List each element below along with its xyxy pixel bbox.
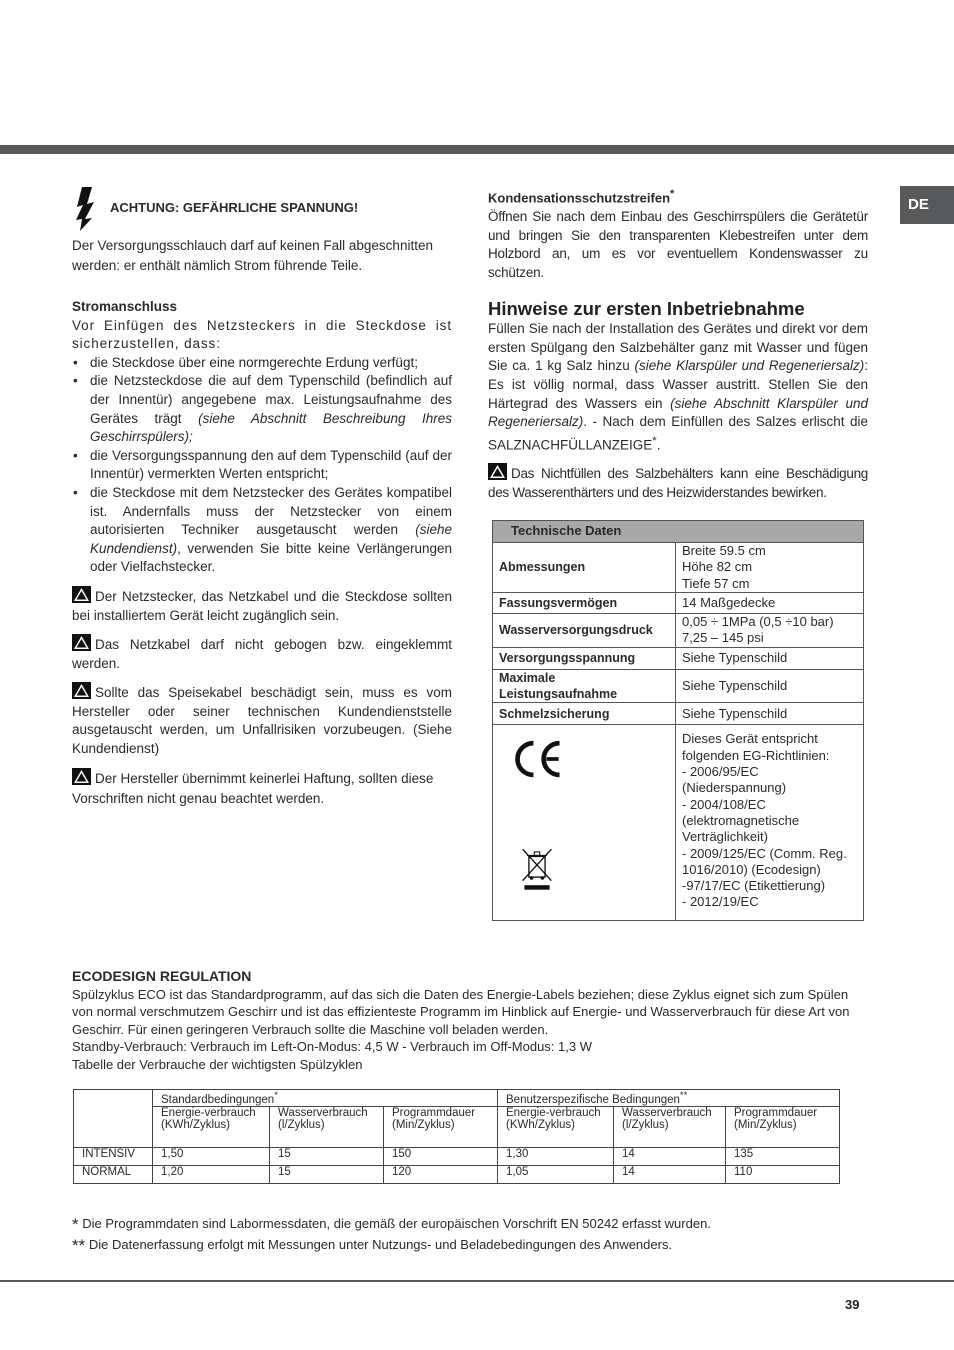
- bullet-text: die Versorgungsspannung den auf dem Typenschild (auf der Innentür) vermerkten Werten entspricht;: [90, 447, 452, 482]
- empty-cell: [74, 1090, 153, 1148]
- ecodesign-section: [72, 968, 872, 1073]
- hinweise-reference: (siehe Klarspüler und Regeneriersalz): [634, 358, 865, 374]
- table-row: [493, 703, 864, 725]
- cell: 14: [614, 1165, 726, 1183]
- row-label: Versorgungsspannung: [493, 647, 676, 669]
- value-line: 7,25 – 145 psi: [682, 630, 764, 646]
- table-header-row: [493, 521, 864, 543]
- table-row: [493, 592, 864, 613]
- value-line: Breite 59.5 cm: [682, 543, 766, 558]
- cell: 1,05: [498, 1165, 614, 1183]
- footnote-text: Die Datenerfassung erfolgt mit Messungen unter Nutzungs- und Beladebedingungen des Anwenders.: [88, 1237, 673, 1252]
- warning-triangle-icon: [488, 463, 507, 480]
- table-column-header: [74, 1106, 840, 1147]
- ce-text-cell: [676, 725, 864, 921]
- warning-title: ACHTUNG: GEFÄHRLICHE SPANNUNG!: [110, 199, 359, 215]
- row-label: Schmelzsicherung: [493, 703, 676, 725]
- value-line: 0,05 ÷ 1MPa (0,5 ÷10 bar): [682, 614, 834, 630]
- list-item: [72, 372, 452, 446]
- footnote-2: [72, 1235, 711, 1256]
- hinweise-text: [488, 320, 868, 455]
- footnotes: [72, 1214, 711, 1256]
- row-label: Fassungsvermögen: [493, 592, 676, 613]
- table-row: [493, 647, 864, 669]
- row-name: INTENSIV: [74, 1147, 153, 1165]
- column-header: Wasserverbrauch (l/Zyklus): [270, 1106, 384, 1147]
- warning-triangle-icon: [72, 768, 91, 785]
- hinweise-part: : Es ist völlig normal, dass Wasser austritt. Stellen Sie den Härtegrad des Wassers ein: [488, 358, 868, 411]
- ce-line: Dieses Gerät entspricht: [682, 731, 818, 747]
- lightning-bolt-icon: [72, 185, 102, 231]
- cell: 1,20: [153, 1165, 270, 1183]
- row-label: Abmessungen: [493, 543, 676, 593]
- note-text: Das Netzkabel darf nicht gebogen bzw. eingeklemmt werden.: [72, 637, 452, 671]
- bullet-reference: (siehe Kundendienst): [90, 522, 452, 556]
- footnote-mark: *: [652, 434, 657, 447]
- ce-line: -97/17/EC (Etikettierung): [682, 878, 826, 894]
- footnote-mark: **: [72, 1236, 86, 1255]
- cell: 135: [726, 1147, 840, 1165]
- note-paragraph: [72, 682, 452, 758]
- table-row: [493, 613, 864, 647]
- warning-triangle-icon: [72, 634, 91, 651]
- symbols-cell: [493, 725, 676, 921]
- cell: 1,50: [153, 1147, 270, 1165]
- table-row: [493, 543, 864, 593]
- row-label: Wasserversorgungsdruck: [493, 613, 676, 647]
- value-line: Tiefe 57 cm: [682, 575, 750, 591]
- hinweise-part: Füllen Sie nach der Installation des Gerätes und direkt vor dem ersten Spülgang den Salzbehälter ganz mit Wasser und fügen Sie ca. 1 kg Salz hinzu: [488, 321, 868, 374]
- table-row: [74, 1147, 840, 1165]
- hinweise-title: Hinweise zur ersten Inbetriebnahme: [488, 298, 805, 320]
- kond-title-text: Kondensationsschutzstreifen: [488, 190, 671, 206]
- cell: 120: [384, 1165, 498, 1183]
- row-value: Siehe Typenschild: [676, 703, 864, 725]
- ce-line: (elektromagnetische: [682, 812, 800, 828]
- salz-warning: [488, 463, 868, 502]
- note-text: Sollte das Speisekabel beschädigt sein, muss es vom Hersteller oder seiner technischen Kundendienststelle ausgetauscht werden, um Unfallrisiken vorzubeugen. (Siehe Kundendienst): [72, 685, 452, 757]
- ce-line: Verträglichkeit): [682, 829, 768, 845]
- column-header: Programmdauer (Min/Zyklus): [726, 1106, 840, 1147]
- footnote-mark: **: [679, 1090, 688, 1101]
- table-title: Technische Daten: [493, 521, 864, 543]
- hinweise-part: .: [656, 437, 661, 453]
- bullet-reference: (siehe Abschnitt Beschreibung Ihres Geschirrspülers);: [90, 410, 452, 445]
- footnote-1: [72, 1214, 711, 1235]
- hinweise-reference: (siehe Abschnitt Klarspüler und Regeneriersalz): [488, 395, 868, 430]
- row-label: Maximale Leistungsaufnahme: [493, 669, 676, 703]
- group-user: [498, 1090, 840, 1107]
- group-label: Standardbedingungen: [161, 1093, 275, 1106]
- row-value: Siehe Typenschild: [676, 669, 864, 703]
- bullet-text: , verwenden Sie bitte keine Verlängerungen oder Vielfachstecker.: [90, 540, 452, 575]
- list-item: [72, 484, 452, 577]
- footer-line: [0, 1280, 954, 1282]
- note-paragraph: [72, 634, 452, 673]
- list-item: [72, 447, 452, 484]
- bullet-text: die Steckdose mit dem Netzstecker des Gerätes kompatibel ist. Andernfalls muss der Netzstecker von einem autorisierten Techniker ausgetauscht werden: [90, 484, 452, 538]
- cell: 110: [726, 1165, 840, 1183]
- bullet-text: die Netzsteckdose die auf dem Typenschild (befindlich auf der Innentür) angegebene max. Leistungsaufnahme des Gerätes trägt: [90, 373, 452, 426]
- column-header: Energie-verbrauch (KWh/Zyklus): [498, 1106, 614, 1147]
- language-tab: DE: [900, 186, 954, 224]
- group-label: Benutzerspezifische Bedingungen: [506, 1093, 680, 1106]
- footnote-mark: *: [670, 188, 675, 200]
- cell: 15: [270, 1165, 384, 1183]
- table-row: [493, 725, 864, 921]
- row-value: Siehe Typenschild: [676, 647, 864, 669]
- ce-line: - 2009/125/EC (Comm. Reg.: [682, 845, 847, 861]
- note-paragraph: [72, 768, 452, 809]
- standby-text: Standby-Verbrauch: Verbrauch im Left-On-Modus: 4,5 W - Verbrauch im Off-Modus: 1,3 W: [72, 1039, 592, 1054]
- row-name: NORMAL: [74, 1165, 153, 1183]
- row-value: [676, 613, 864, 647]
- column-header: Wasserverbrauch (l/Zyklus): [614, 1106, 726, 1147]
- cell: 150: [384, 1147, 498, 1165]
- warning-triangle-icon: [72, 586, 91, 603]
- kond-title: [488, 185, 868, 208]
- cell: 15: [270, 1147, 384, 1165]
- left-column: [72, 185, 452, 809]
- cell: 1,30: [498, 1147, 614, 1165]
- note-paragraph: [72, 586, 452, 625]
- row-value: 14 Maßgedecke: [676, 592, 864, 613]
- ce-line: folgenden EG-Richtlinien:: [682, 747, 830, 763]
- ce-line: (Niederspannung): [682, 780, 787, 796]
- column-header: Programmdauer (Min/Zyklus): [384, 1106, 498, 1147]
- salz-warning-text: Das Nichtfüllen des Salzbehälters kann eine Beschädigung des Wasserenthärters und des Heizwiderstandes bewirken.: [488, 465, 868, 500]
- ecodesign-title: ECODESIGN REGULATION: [72, 968, 252, 984]
- consumption-table: [73, 1089, 840, 1184]
- ecodesign-text: Spülzyklus ECO ist das Standardprogramm, auf das sich die Daten des Energie-Labels beziehen; diese Zyklus eignet sich zum Spülen von normal verschmutzem Geschirr und ist das effizienteste Programm im Hinblick auf Energie- und Wasserverbrauch für diese Art von Geschirr. Für einen geringeren Verbrauch sollte die Maschine voll beladen werden.: [72, 986, 850, 1037]
- technical-data-table: [492, 520, 864, 921]
- strom-intro: Vor Einfügen des Netzsteckers in die Steckdose ist sicherzustellen, dass:: [72, 317, 452, 352]
- strom-bullet-list: [72, 354, 452, 577]
- strom-title: Stromanschluss: [72, 299, 178, 314]
- ce-line: - 2004/108/EC: [682, 796, 766, 812]
- hinweise-part: . - Nach dem Einfüllen des Salzes erlischt die SALZNACHFÜLLANZEIGE: [488, 414, 868, 453]
- kond-text: Öffnen Sie nach dem Einbau des Geschirrspülers die Gerätetür und bringen Sie den transparenten Klebestreifen unter dem Holzbord an, um es vor eventuellem Kondenswasser zu schützen.: [488, 208, 868, 280]
- ce-line: - 2012/19/EC: [682, 894, 759, 910]
- footnote-text: Die Programmdaten sind Labormessdaten, die gemäß der europäischen Vorschrift EN 50242 erfasst wurden.: [82, 1216, 711, 1231]
- bullet-text: die Steckdose über eine normgerechte Erdung verfügt;: [90, 354, 418, 370]
- warning-text: Der Versorgungsschlauch darf auf keinen Fall abgeschnitten werden: er enthält nämlich Strom führende Teile.: [72, 238, 433, 273]
- note-text: Der Hersteller übernimmt keinerlei Haftung, sollten diese Vorschriften nicht genau beachtet werden.: [72, 770, 434, 806]
- table-row: [493, 669, 864, 703]
- ce-line: - 2006/95/EC: [682, 764, 759, 780]
- list-item: [72, 354, 452, 373]
- warning-triangle-icon: [72, 682, 91, 699]
- voltage-warning-header: [72, 185, 452, 231]
- right-column: [488, 185, 868, 502]
- row-value: [676, 543, 864, 593]
- note-text: Der Netzstecker, das Netzkabel und die Steckdose sollten bei installiertem Gerät leicht zugänglich sein.: [72, 588, 452, 623]
- group-standard: [153, 1090, 498, 1107]
- table-row: [74, 1165, 840, 1183]
- ce-mark-icon: [511, 737, 567, 781]
- header-bar: [0, 145, 954, 154]
- value-line: Höhe 82 cm: [682, 559, 753, 575]
- column-header: Energie-verbrauch (KWh/Zyklus): [153, 1106, 270, 1147]
- page-number: 39: [845, 1297, 860, 1312]
- table-group-header: [74, 1090, 840, 1107]
- footnote-mark: *: [274, 1090, 278, 1101]
- ce-line: 1016/2010) (Ecodesign): [682, 861, 821, 877]
- cell: 14: [614, 1147, 726, 1165]
- footnote-mark: *: [72, 1215, 79, 1234]
- table-caption: Tabelle der Verbrauche der wichtigsten Spülzyklen: [72, 1056, 363, 1072]
- weee-bin-icon: [519, 845, 555, 893]
